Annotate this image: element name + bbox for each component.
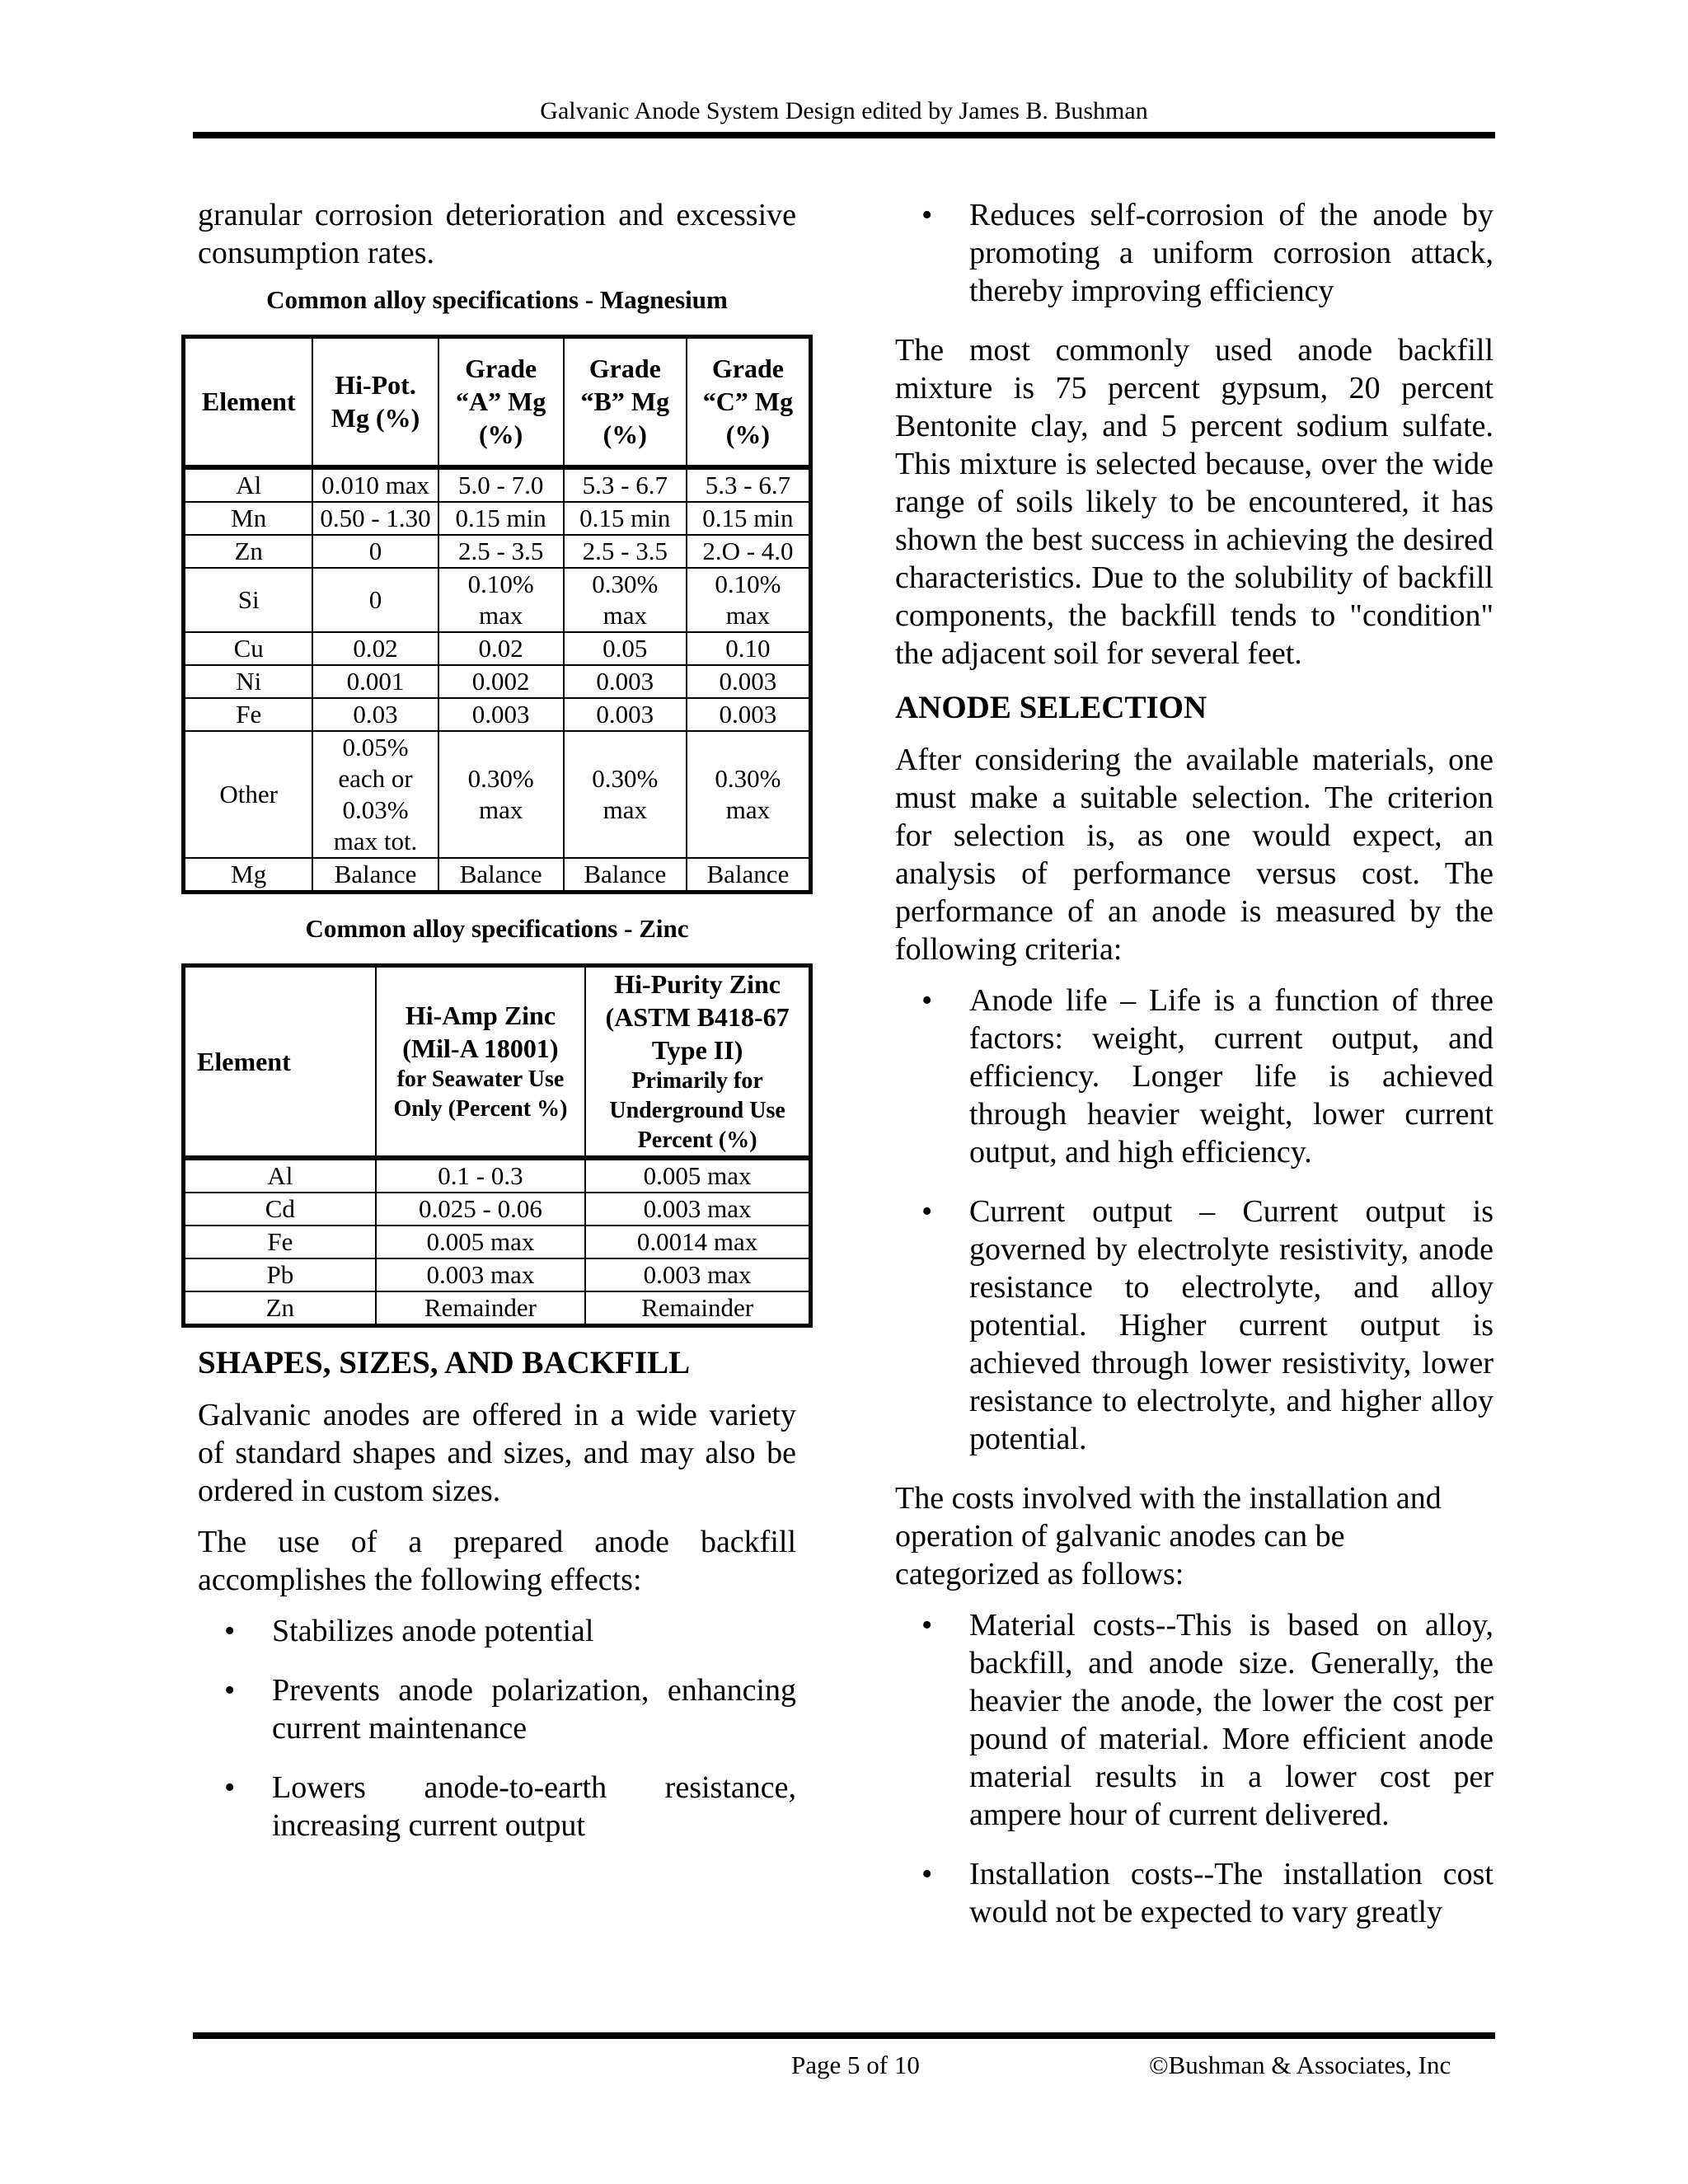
table-row <box>184 1258 811 1291</box>
intro-paragraph: granular corrosion deterioration and excessive consumption rates. <box>198 198 796 270</box>
table-cell: 0.10% max <box>687 568 811 632</box>
table-row <box>184 665 811 698</box>
table-cell: 0.003 <box>438 698 564 731</box>
list-item-text: Stabilizes anode potential <box>272 1613 594 1648</box>
table-cell: 0.05% each or 0.03% max tot. <box>312 731 438 858</box>
table-row <box>184 632 811 665</box>
table-cell: 0.005 max <box>585 1158 810 1193</box>
table-cell: Mn <box>184 502 313 535</box>
col-header <box>376 965 586 1158</box>
table-cell: 2.O - 4.0 <box>687 535 811 568</box>
zinc-table-caption: Common alloy specifications - Zinc <box>305 913 689 943</box>
table-cell: Al <box>184 1158 376 1193</box>
bullet-icon: • <box>224 1613 236 1648</box>
table-cell: 0.30% max <box>687 731 811 858</box>
list-item-text: Material costs--This is based on alloy, backfill, and anode size. Generally, the heavier the anode, the lower the cost per pound of material. More efficient anode material results in a lower cost per ampere hour of current delivered. <box>969 1608 1493 1832</box>
table-cell: 0.02 <box>438 632 564 665</box>
col-header: Grade “C” Mg (%) <box>687 337 811 467</box>
table-cell: 0.15 min <box>687 502 811 535</box>
copyright: ©Bushman & Associates, Inc <box>1149 2050 1451 2079</box>
table-cell: 0.003 <box>687 698 811 731</box>
table-cell: 5.3 - 6.7 <box>687 467 811 502</box>
table-row <box>184 858 811 893</box>
shapes-paragraph: Galvanic anodes are offered in a wide variety of standard shapes and sizes, and may also be ordered in custom sizes. <box>198 1397 796 1508</box>
table-header-row <box>184 965 811 1158</box>
col-header-main: Hi-Purity Zinc (ASTM B418-67 Type II) <box>605 968 790 1065</box>
right-column <box>895 196 1493 1952</box>
table-cell: 0.15 min <box>438 502 564 535</box>
table-cell: 0.30% max <box>564 731 687 858</box>
table-cell: 0.001 <box>312 665 438 698</box>
table-cell: Ni <box>184 665 313 698</box>
table-row <box>184 1193 811 1226</box>
col-header: Grade “B” Mg (%) <box>564 337 687 467</box>
table-cell: 0.005 max <box>376 1226 586 1258</box>
col-header-sub: for Seawater Use Only (Percent %) <box>393 1066 568 1122</box>
col-header: Hi-Pot. Mg (%) <box>312 337 438 467</box>
zinc-spec-table <box>181 963 813 1328</box>
col-header: Grade “A” Mg (%) <box>438 337 564 467</box>
selection-paragraph: After considering the available materials, one must make a suitable selection. The criterion for selection is, as one would expect, an analysis of performance versus cost. The performance of an anode is measured by the following criteria: <box>895 743 1493 967</box>
magnesium-spec-table <box>181 335 813 894</box>
table-cell: 0.05 <box>564 632 687 665</box>
table-cell: Mg <box>184 858 313 893</box>
col-header: Element <box>184 965 376 1158</box>
list-item <box>895 196 1493 310</box>
list-item-text: Prevents anode polarization, enhancing current maintenance <box>272 1672 796 1746</box>
bullet-icon: • <box>224 1672 236 1708</box>
anode-selection-heading: ANODE SELECTION <box>895 690 1207 725</box>
col-header-main: Hi-Amp Zinc (Mil-A 18001) <box>402 1000 559 1063</box>
table-cell: Fe <box>184 1226 376 1258</box>
table-cell: 0.30% max <box>438 731 564 858</box>
table-cell: 0.10 <box>687 632 811 665</box>
table-cell: 0.003 <box>564 665 687 698</box>
table-cell: Remainder <box>376 1291 586 1326</box>
table-row <box>184 568 811 632</box>
table-cell: Other <box>184 731 313 858</box>
table-cell: 0.0014 max <box>585 1226 810 1258</box>
table-cell: 5.0 - 7.0 <box>438 467 564 502</box>
backfill-mixture-paragraph: The most commonly used anode backfill mixture is 75 percent gypsum, 20 percent Bentonite clay, and 5 percent sodium sulfate. This mixture is selected because, over the wide range of soils likely to be encountered, it has shown the best success in achieving the desired characteristics. Due to the solubility of backfill components, the backfill tends to "condition" the adjacent soil for several feet. <box>895 333 1493 671</box>
table-row <box>184 731 811 858</box>
table-cell: 0.003 max <box>585 1193 810 1226</box>
bullet-icon: • <box>224 1769 236 1805</box>
magnesium-table-caption: Common alloy specifications - Magnesium <box>266 285 728 314</box>
bullet-icon: • <box>921 1608 933 1643</box>
table-cell: 0.002 <box>438 665 564 698</box>
cost-categories-list <box>895 1606 1493 1931</box>
table-cell: Zn <box>184 535 313 568</box>
left-column <box>198 196 796 1866</box>
bullet-icon: • <box>921 1857 933 1891</box>
list-item <box>895 1193 1493 1458</box>
table-cell: 0.15 min <box>564 502 687 535</box>
list-item-text: Installation costs--The installation cost would not be expected to vary greatly <box>969 1857 1493 1929</box>
header-rule <box>193 132 1495 138</box>
performance-criteria-list <box>895 982 1493 1458</box>
bullet-icon: • <box>921 1194 933 1229</box>
backfill-effects-list <box>198 1612 796 1844</box>
table-row <box>184 535 811 568</box>
col-header: Element <box>184 337 313 467</box>
shapes-heading: SHAPES, SIZES, AND BACKFILL <box>198 1344 691 1380</box>
table-cell: 0.010 max <box>312 467 438 502</box>
list-item <box>895 1855 1493 1931</box>
col-header-sub: Primarily for Underground Use Percent (%) <box>609 1067 785 1153</box>
costs-paragraph: The costs involved with the installation and operation of galvanic anodes can be categorized as follows: <box>895 1481 1442 1591</box>
table-cell: Balance <box>438 858 564 893</box>
table-row <box>184 698 811 731</box>
list-item-text: Anode life – Life is a function of three factors: weight, current output, and efficiency. Longer life is achieved through heavier weight, lower current output, and high efficiency. <box>969 983 1493 1169</box>
list-item-text: Lowers anode-to-earth resistance, increasing current output <box>272 1769 796 1843</box>
table-cell: 0 <box>312 568 438 632</box>
table-cell: 5.3 - 6.7 <box>564 467 687 502</box>
list-item <box>895 982 1493 1171</box>
table-row <box>184 1158 811 1193</box>
table-cell: Balance <box>564 858 687 893</box>
page-header: Galvanic Anode System Design edited by James B. Bushman <box>540 97 1148 124</box>
table-cell: 2.5 - 3.5 <box>564 535 687 568</box>
table-cell: 0.025 - 0.06 <box>376 1193 586 1226</box>
table-cell: Al <box>184 467 313 502</box>
table-cell: Si <box>184 568 313 632</box>
table-cell: Pb <box>184 1258 376 1291</box>
footer-rule <box>193 2032 1495 2039</box>
list-item <box>198 1671 796 1747</box>
list-item <box>198 1769 796 1844</box>
table-cell: 0.003 <box>687 665 811 698</box>
list-item-text: Reduces self-corrosion of the anode by promoting a uniform corrosion attack, thereby improving efficiency <box>969 198 1493 308</box>
table-cell: Balance <box>687 858 811 893</box>
table-cell: 0.02 <box>312 632 438 665</box>
table-cell: Remainder <box>585 1291 810 1326</box>
list-item <box>198 1612 796 1650</box>
table-cell: 0.1 - 0.3 <box>376 1158 586 1193</box>
list-item <box>895 1606 1493 1834</box>
table-row <box>184 502 811 535</box>
table-row <box>184 1291 811 1326</box>
table-row <box>184 467 811 502</box>
bullet-icon: • <box>921 983 933 1018</box>
table-cell: 0.50 - 1.30 <box>312 502 438 535</box>
table-cell: 2.5 - 3.5 <box>438 535 564 568</box>
table-row <box>184 1226 811 1258</box>
table-cell: Fe <box>184 698 313 731</box>
table-cell: 0.003 max <box>376 1258 586 1291</box>
table-cell: 0.003 max <box>585 1258 810 1291</box>
backfill-effects-intro: The use of a prepared anode backfill accomplishes the following effects: <box>198 1524 796 1597</box>
backfill-effects-continued <box>895 196 1493 310</box>
table-cell: Zn <box>184 1291 376 1326</box>
table-cell: 0.30% max <box>564 568 687 632</box>
table-cell: 0.10% max <box>438 568 564 632</box>
list-item-text: Current output – Current output is governed by electrolyte resistivity, anode resistance to electrolyte, and alloy potential. Higher current output is achieved through lower resistivity, lower resistance to electrolyte, and higher alloy potential. <box>969 1194 1493 1456</box>
table-cell: Cd <box>184 1193 376 1226</box>
col-header <box>585 965 810 1158</box>
bullet-icon: • <box>921 198 933 232</box>
table-cell: 0 <box>312 535 438 568</box>
page-number: Page 5 of 10 <box>791 2050 920 2079</box>
table-cell: Cu <box>184 632 313 665</box>
table-cell: 0.03 <box>312 698 438 731</box>
table-cell: Balance <box>312 858 438 893</box>
table-header-row <box>184 337 811 467</box>
table-cell: 0.003 <box>564 698 687 731</box>
